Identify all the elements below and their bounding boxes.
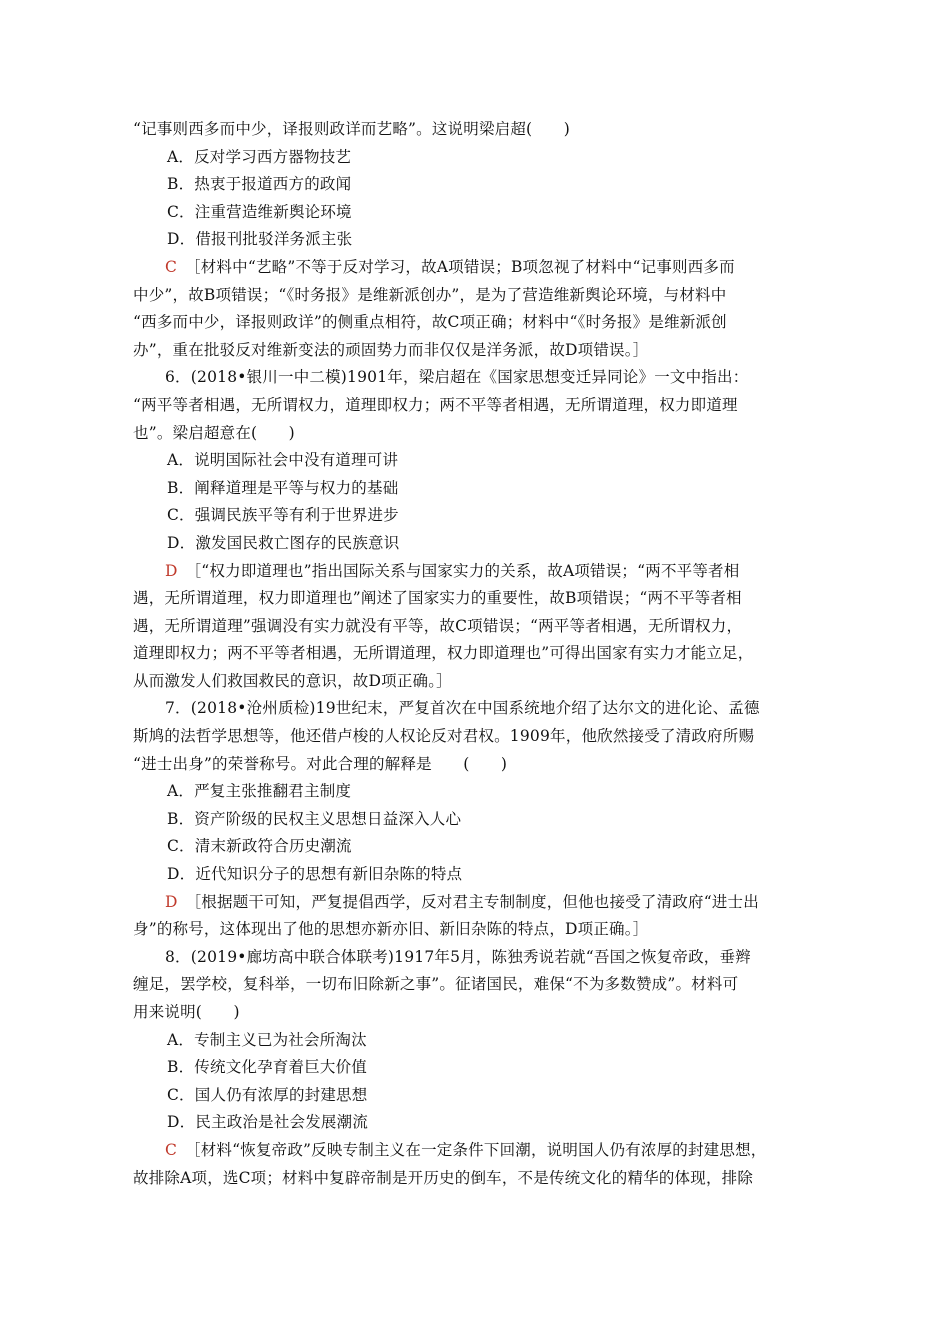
q7-option-c: C．清末新政符合历史潮流 [167, 837, 352, 856]
q6-stem: 6．(2018•银川一中二模)1901年，梁启超在《国家思想变迁异同论》一文中指出： [165, 368, 749, 387]
q6-explanation-line: 遇，无所谓道理，权力即道理也”阐述了国家实力的重要性，故B项错误；“两不平等者相 [133, 589, 742, 608]
q6-option-d: D．激发国民救亡图存的民族意识 [167, 533, 400, 552]
q6-stem: 也”。梁启超意在( ) [133, 423, 295, 442]
q7-option-d: D．近代知识分子的思想有新旧杂陈的特点 [167, 865, 463, 884]
q5-explanation-line: 办”，重在批驳反对维新变法的顽固势力而非仅仅是洋务派，故D项错误。］ [133, 340, 649, 359]
q8-option-b: B．传统文化孕育着巨大价值 [167, 1058, 367, 1077]
q5-option-c: C．注重营造维新舆论环境 [167, 202, 352, 221]
q6-option-a: A．说明国际社会中没有道理可讲 [167, 451, 399, 470]
q8-stem: 8．(2019•廊坊高中联合体联考)1917年5月，陈独秀说若就“吾国之恢复帝政，垂辫 [165, 947, 751, 966]
q6-answer: D [165, 561, 178, 580]
q8-option-a: A．专制主义已为社会所淘汰 [167, 1030, 367, 1049]
q5-answer: C [165, 257, 178, 276]
q8-option-d: D．民主政治是社会发展潮流 [167, 1113, 369, 1132]
q7-explanation-line: 身”的称号，这体现出了他的思想亦新亦旧、新旧杂陈的特点，D项正确。］ [133, 920, 649, 939]
q6-explanation-line: 从而激发人们救国救民的意识，故D项正确。］ [133, 671, 452, 690]
q5-explanation-line: C ［材料中“艺略”不等于反对学习，故A项错误；B项忽视了材料中“记事则西多而 [165, 257, 735, 276]
q5-option-a: A．反对学习西方器物技艺 [167, 147, 352, 166]
q7-stem: 7．(2018•沧州质检)19世纪末，严复首次在中国系统地介绍了达尔文的进化论、孟德 [165, 699, 760, 718]
q7-stem: 斯鸠的法哲学思想等，他还借卢梭的人权论反对君权。1909年，他欣然接受了清政府所赐 [133, 727, 755, 746]
q6-option-c: C．强调民族平等有利于世界进步 [167, 506, 399, 525]
q5-stem: “记事则西多而中少，译报则政详而艺略”。这说明梁启超( ) [133, 120, 570, 138]
q5-option-b: B．热衷于报道西方的政闻 [167, 175, 352, 194]
q8-answer: C [165, 1140, 178, 1159]
q8-option-c: C．国人仍有浓厚的封建思想 [167, 1085, 368, 1104]
q7-option-a: A．严复主张推翻君主制度 [167, 782, 352, 801]
q8-explanation-line: C ［材料“恢复帝政”反映专制主义在一定条件下回潮，说明国人仍有浓厚的封建思想， [165, 1140, 767, 1159]
q8-stem: 缠足，罢学校，复科举，一切布旧除新之事”。征诸国民，难保“不为多数赞成”。材料可 [133, 975, 739, 994]
q7-option-b: B．资产阶级的民权主义思想日益深入人心 [167, 809, 462, 828]
q7-explanation-line: D ［根据题干可知，严复提倡西学，反对君主专制制度，但他也接受了清政府“进士出 [165, 892, 759, 911]
q5-explanation-line: 中少”，故B项错误；“《时务报》是维新派创办”，是为了营造维新舆论环境，与材料中 [133, 285, 727, 304]
q7-stem: “进士出身”的荣誉称号。对此合理的解释是 ( ) [133, 754, 508, 773]
q6-explanation-line: 道理即权力；两不平等者相遇，无所谓道理，权力即道理也”可得出国家有实力才能立足， [133, 644, 754, 663]
q6-stem: “两平等者相遇，无所谓权力，道理即权力；两不平等者相遇，无所谓道理，权力即道理 [133, 395, 738, 414]
q5-option-d: D．借报刊批驳洋务派主张 [167, 230, 353, 249]
q6-option-b: B．阐释道理是平等与权力的基础 [167, 478, 399, 497]
q7-answer: D [165, 892, 178, 911]
q8-stem: 用来说明( ) [133, 1003, 240, 1021]
q8-explanation-line: 故排除A项，选C项；材料中复辟帝制是开历史的倒车，不是传统文化的精华的体现，排除 [133, 1168, 754, 1187]
q6-explanation-line: D ［“权力即道理也”指出国际关系与国家实力的关系，故A项错误；“两不平等者相 [165, 561, 740, 580]
q6-explanation-line: 遇，无所谓道理”强调没有实力就没有平等，故C项错误；“两平等者相遇，无所谓权力， [133, 616, 743, 635]
q5-explanation-line: “西多而中少，译报则政详”的侧重点相符，故C项正确；材料中“《时务报》是维新派创 [133, 313, 727, 332]
